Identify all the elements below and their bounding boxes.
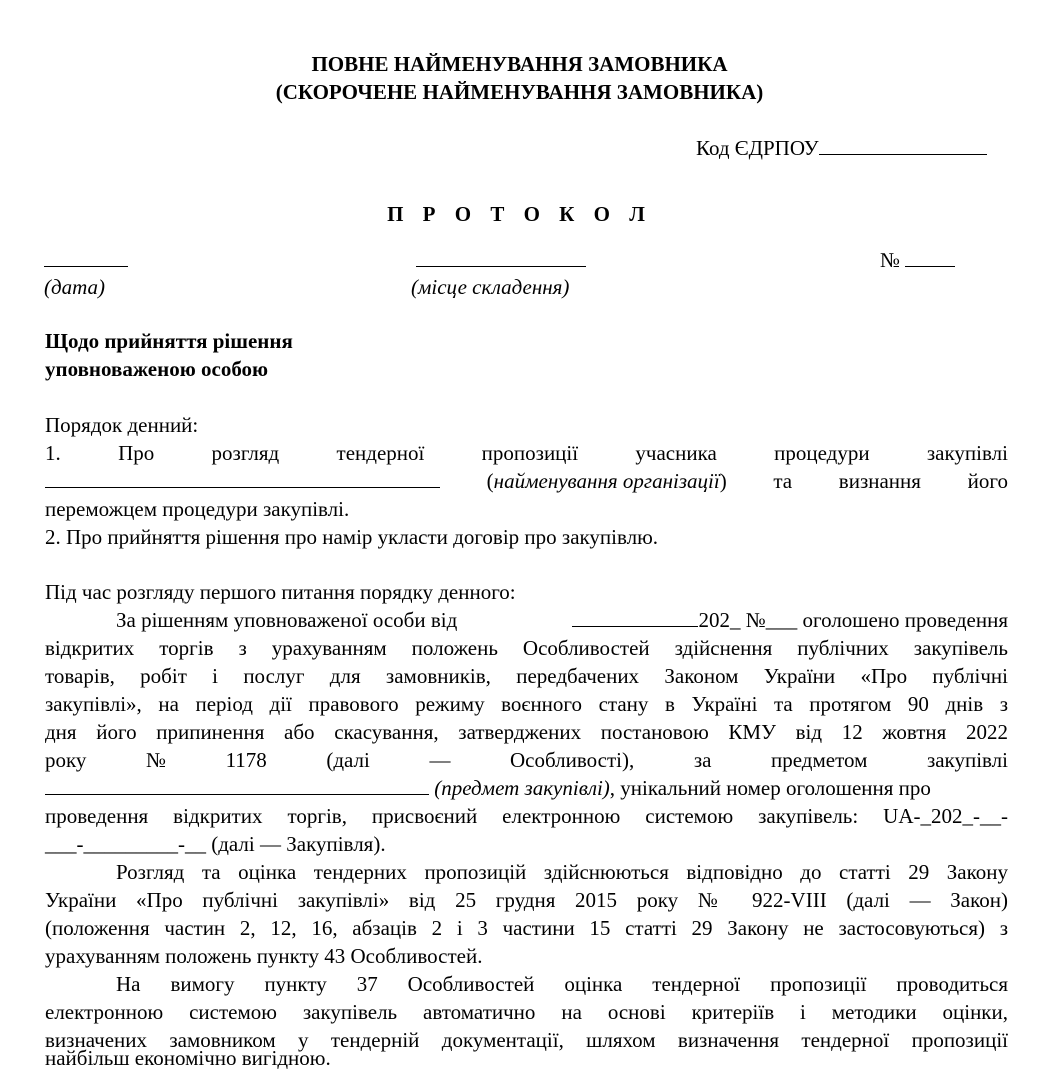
- p1-line-9: ___-_________-__ (далі — Закупівля).: [45, 832, 386, 856]
- p1-line-5: дня його припинення або скасування, затверджених постановою КМУ від 12 жовтня 2022: [45, 720, 1008, 744]
- p1-line-6: року № 1178 (далі — Особливості), за предметом закупівлі: [45, 748, 1008, 772]
- p1-line-4: закупівлі», на період дії правового режиму воєнного стану в Україні та протягом 90 днів з: [45, 692, 1008, 716]
- p1-line-7: (предмет закупівлі), унікальний номер оголошення про: [45, 774, 931, 802]
- p2-line-1: Розгляд та оцінка тендерних пропозицій здійснюються відповідно до статті 29 Закону: [116, 860, 1008, 884]
- agenda-item-1-line-2: (найменування організації) та визнання його: [45, 467, 1008, 495]
- p1-line-8: проведення відкритих торгів, присвоєний електронною системою закупівель: UA-_202_-__-: [45, 804, 1008, 828]
- place-label: (місце складення): [411, 275, 570, 299]
- p2-line-3: (положення частин 2, 12, 16, абзаців 2 і 3 частини 15 статті 29 Закону не застосовуються) з: [45, 916, 1008, 940]
- agenda-heading: Порядок денний:: [45, 413, 199, 437]
- subject-line-1: Щодо прийняття рішення: [45, 329, 293, 353]
- p3-line-1: На вимогу пункту 37 Особливостей оцінка тендерної пропозиції проводиться: [116, 972, 1008, 996]
- number-field: [880, 246, 955, 274]
- date-label: (дата): [44, 275, 106, 299]
- document-title: П Р О Т О К О Л: [387, 202, 652, 226]
- p2-line-2: України «Про публічні закупівлі» від 25 грудня 2015 року № 922-VIII (далі — Закон): [45, 888, 1008, 912]
- number-blank: [905, 246, 955, 267]
- p3-line-3: визначених замовником у тендерній документації, шляхом визначення тендерної пропозиції: [45, 1028, 1008, 1052]
- subject-placeholder: (предмет закупівлі): [434, 776, 610, 800]
- p1-line-3: товарів, робіт і послуг для замовників, передбачених Законом України «Про публічні: [45, 664, 1008, 688]
- subject-line-2: уповноваженою особою: [45, 357, 269, 381]
- agenda-item-2: 2. Про прийняття рішення про намір укласти договір про закупівлю.: [45, 525, 659, 549]
- edrpou-label: Код ЄДРПОУ: [696, 136, 819, 160]
- p1-line-1: За рішенням уповноваженої особи від 202_ №___ оголошено проведення: [116, 608, 1008, 632]
- place-blank-line: [416, 246, 586, 274]
- agenda-item-1-line-1: 1. Про розгляд тендерної пропозиції учасника процедури закупівлі: [45, 441, 1008, 465]
- p2-line-4: урахуванням положень пункту 43 Особливостей.: [45, 944, 483, 968]
- p3-line-2: електронною системою закупівель автоматично на основі критеріїв і методики оцінки,: [45, 1000, 1008, 1024]
- organization-blank: [45, 467, 440, 488]
- p3-line-4: найбільш економічно вигідною.: [45, 1046, 331, 1070]
- subject-blank: [45, 774, 429, 795]
- organization-placeholder: (найменування організації): [486, 469, 727, 493]
- p1-line-2: відкритих торгів з урахуванням положень Особливостей здійснення публічних закупівель: [45, 636, 1008, 660]
- agenda-item-1-line-3: переможцем процедури закупівлі.: [45, 497, 350, 521]
- edrpou-blank: [819, 134, 987, 155]
- date-blank-line: [44, 246, 128, 274]
- number-label: №: [880, 248, 901, 272]
- customer-full-name: ПОВНЕ НАЙМЕНУВАННЯ ЗАМОВНИКА: [311, 52, 728, 76]
- first-question-heading: Під час розгляду першого питання порядку денного:: [45, 580, 516, 604]
- p1-date-field: 202_ №___ оголошено проведення: [572, 606, 1008, 634]
- customer-short-name: (СКОРОЧЕНЕ НАЙМЕНУВАННЯ ЗАМОВНИКА): [275, 80, 764, 104]
- edrpou-field: [696, 134, 987, 162]
